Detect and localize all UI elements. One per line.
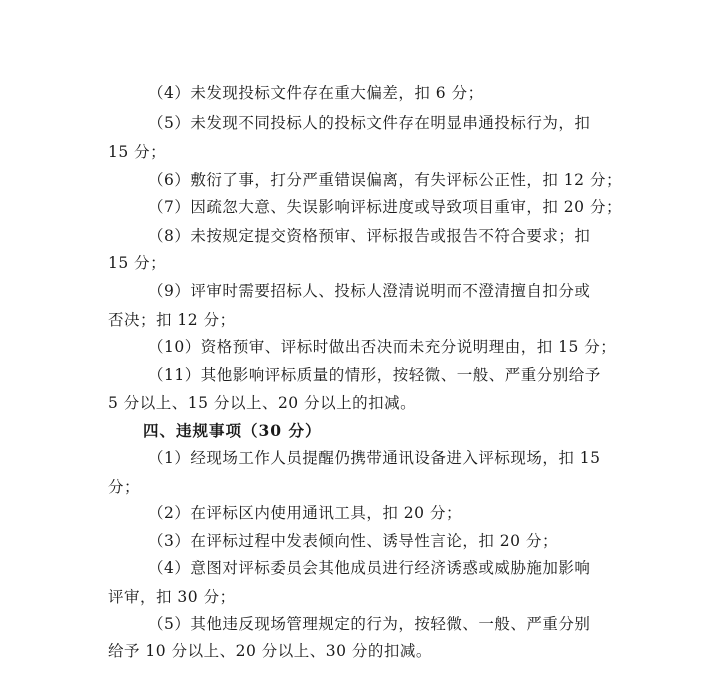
text-line-violation-3: （3）在评标过程中发表倾向性、诱导性言论，扣 20 分； [148, 532, 558, 550]
text-line-item-5-cont: 15 分； [108, 143, 167, 161]
text-line-violation-1: （1）经现场工作人员提醒仍携带通讯设备进入评标现场，扣 15 [148, 449, 601, 467]
text-line-violation-2: （2）在评标区内使用通讯工具，扣 20 分； [148, 504, 462, 522]
text-line-item-11: （11）其他影响评标质量的情形，按轻微、一般、严重分别给予 [148, 366, 601, 384]
text-line-item-10: （10）资格预审、评标时做出否决而未充分说明理由，扣 15 分； [148, 338, 617, 356]
text-line-violation-4: （4）意图对评标委员会其他成员进行经济诱惑或威胁施加影响 [148, 559, 591, 577]
text-line-violation-4-cont: 评审，扣 30 分； [108, 588, 236, 606]
text-line-item-6: （6）敷衍了事，打分严重错误偏离，有失评标公正性，扣 12 分； [148, 171, 622, 189]
text-line-violation-5: （5）其他违反现场管理规定的行为，按轻微、一般、严重分别 [148, 615, 591, 633]
text-line-violation-1-cont: 分； [108, 478, 141, 496]
text-line-item-8-cont: 15 分； [108, 254, 167, 272]
text-line-item-4: （4）未发现投标文件存在重大偏差，扣 6 分； [148, 84, 484, 102]
text-line-item-8: （8）未按规定提交资格预审、评标报告或报告不符合要求；扣 [148, 227, 591, 245]
text-line-item-5: （5）未发现不同投标人的投标文件存在明显串通投标行为，扣 [148, 114, 591, 132]
text-line-item-9: （9）评审时需要招标人、投标人澄清说明而不澄清擅自扣分或 [148, 282, 591, 300]
text-line-item-9-cont: 否决；扣 12 分； [108, 311, 236, 329]
text-line-item-11-cont: 5 分以上、15 分以上、20 分以上的扣减。 [108, 394, 417, 412]
section-heading-violations: 四、违规事项（30 分） [143, 421, 322, 440]
text-line-violation-5-cont: 给予 10 分以上、20 分以上、30 分的扣减。 [108, 642, 432, 660]
text-line-item-7: （7）因疏忽大意、失误影响评标进度或导致项目重审，扣 20 分； [148, 198, 622, 216]
